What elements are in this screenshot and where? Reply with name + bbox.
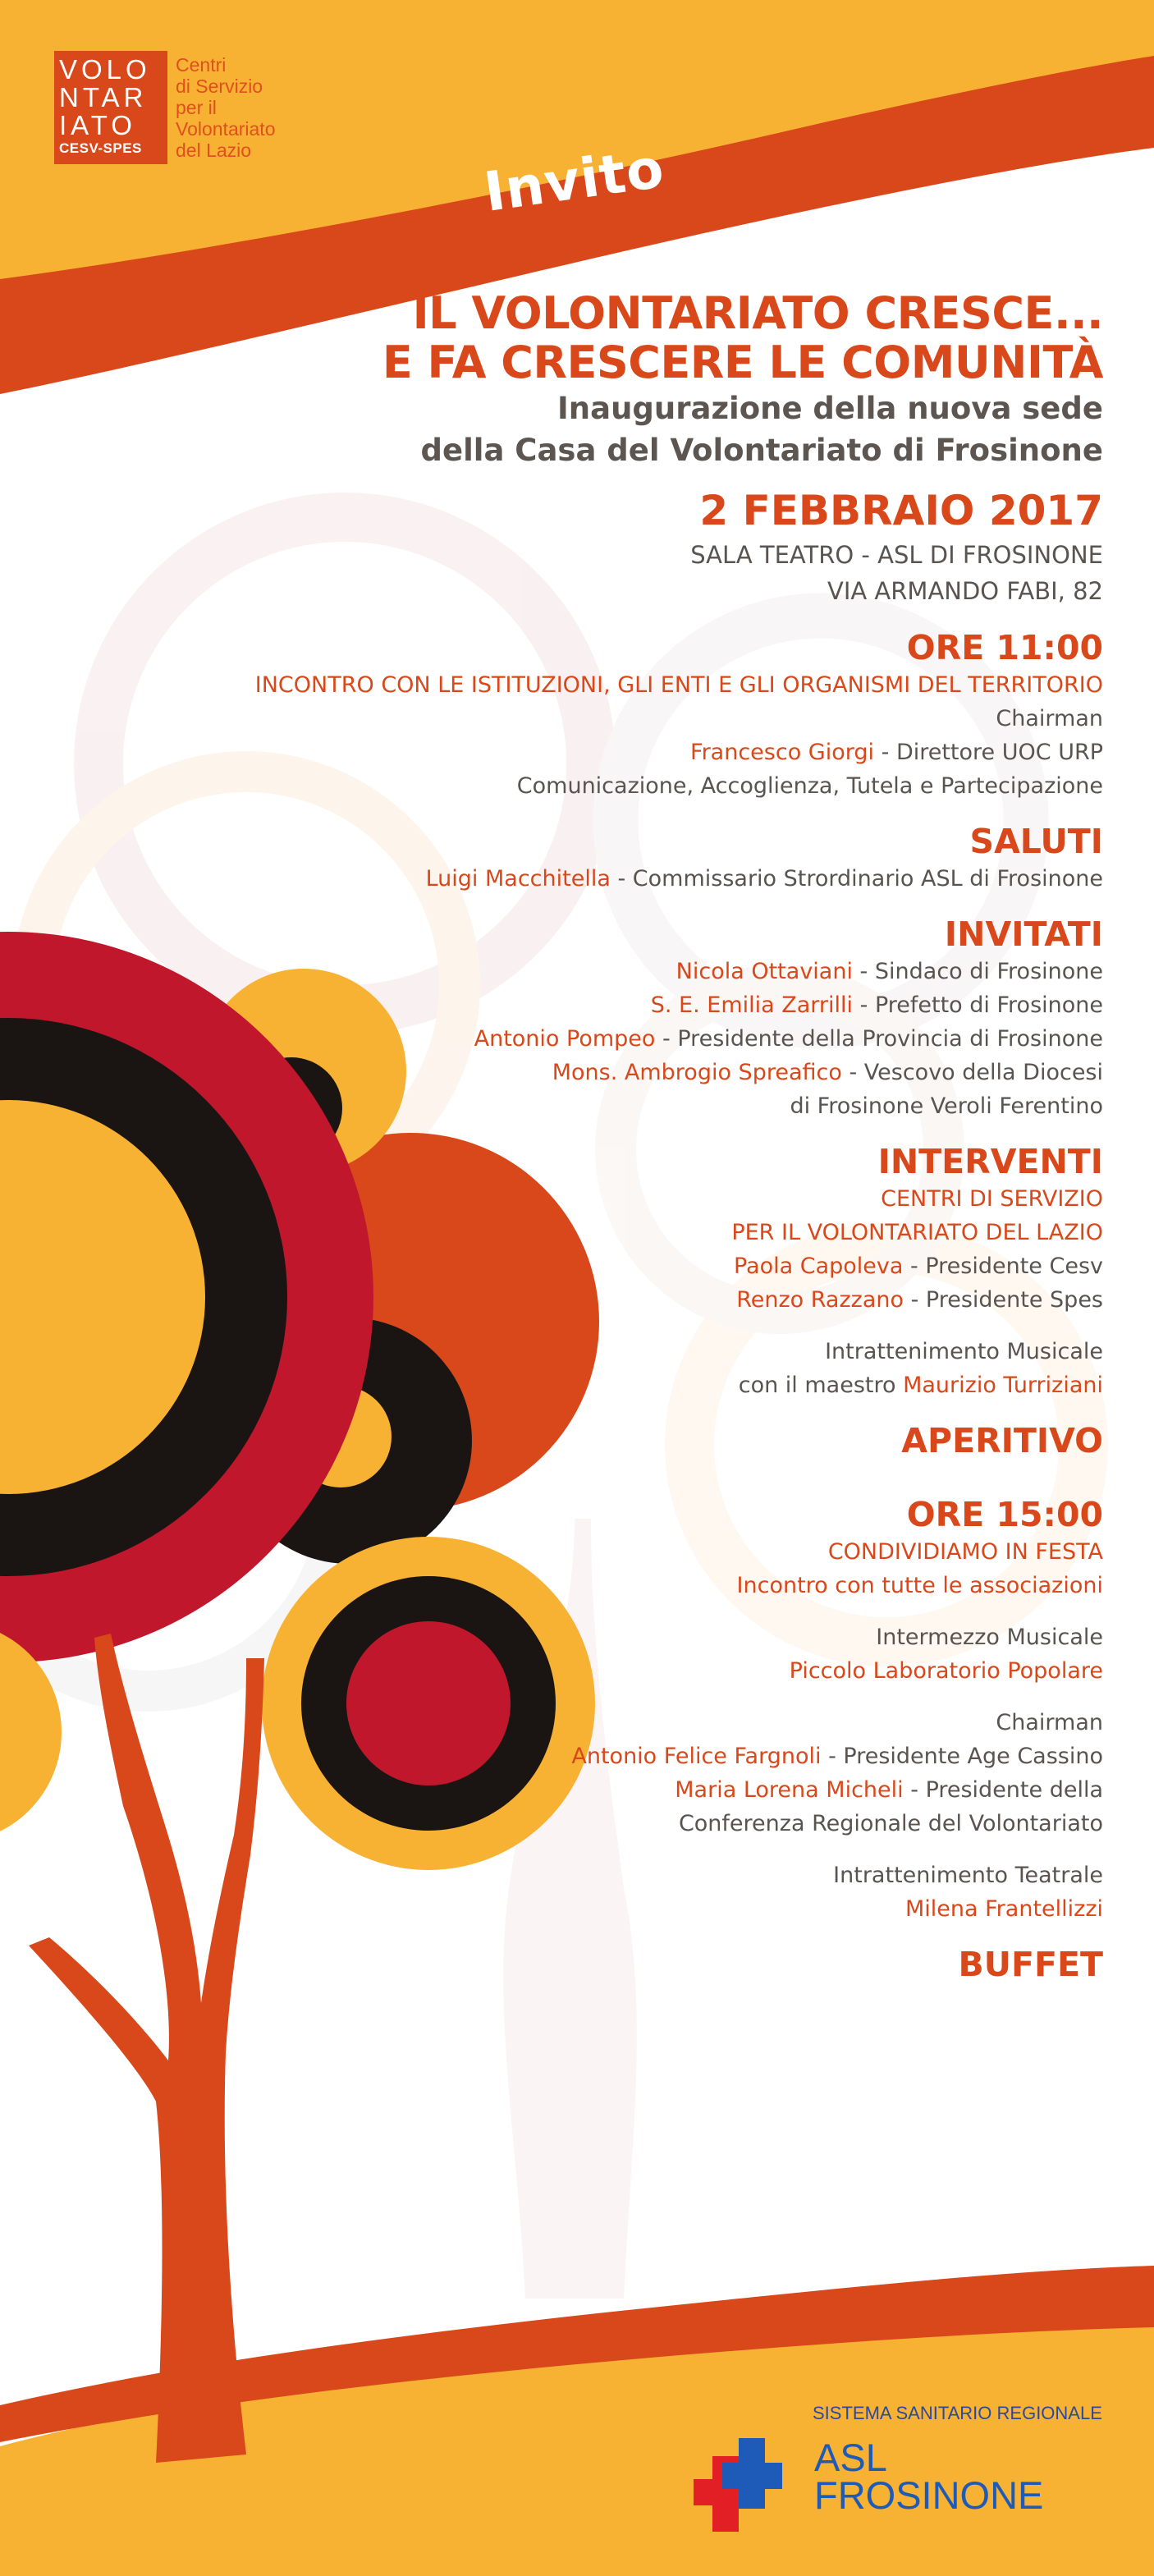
subtitle-line-2: della Casa del Volontariato di Frosinone	[420, 433, 1103, 468]
asl-name-line-2: FROSINONE	[814, 2473, 1044, 2517]
event-venue-1: SALA TEATRO - ASL DI FROSINONE	[690, 541, 1103, 569]
title-line-1: IL VOLONTARIATO CRESCE...	[412, 287, 1103, 339]
music-name: Maurizio Turriziani	[903, 1373, 1103, 1398]
invitati-row	[233, 1056, 1103, 1089]
asl-system-label: SISTEMA SANITARIO REGIONALE	[813, 2403, 1102, 2423]
title-line-2: E FA CRESCERE LE COMUNITÀ	[382, 337, 1103, 388]
interventi-line-2: PER IL VOLONTARIATO DEL LAZIO	[731, 1220, 1103, 1245]
morning-chairman-label: Chairman	[996, 706, 1103, 731]
music-prefix: con il maestro	[738, 1373, 904, 1398]
morning-chairman-role: - Direttore UOC URP	[874, 740, 1103, 765]
logo-caption: CESV-SPES	[59, 140, 142, 156]
logo-text-line: Centri	[176, 54, 227, 76]
morning-chairman-name: Francesco Giorgi	[690, 740, 875, 765]
event-date: 2 FEBBRAIO 2017	[699, 487, 1103, 534]
interventi-name: Renzo Razzano	[736, 1287, 904, 1313]
afternoon-chairman-name: Maria Lorena Micheli	[675, 1777, 904, 1803]
theatre-label: Intrattenimento Teatrale	[833, 1863, 1103, 1888]
afternoon-heading-2: Incontro con tutte le associazioni	[736, 1573, 1103, 1598]
saluti-role: - Commissario Strordinario ASL di Frosinone	[610, 866, 1103, 892]
invitati-row	[233, 1022, 1103, 1056]
invitati-name: Antonio Pompeo	[474, 1026, 656, 1052]
afternoon-chairman-row	[233, 1773, 1103, 1807]
invitati-role: - Prefetto di Frosinone	[853, 992, 1103, 1018]
saluti-heading: SALUTI	[969, 822, 1103, 861]
afternoon-time: ORE 15:00	[906, 1495, 1103, 1534]
afternoon-heading-1: CONDIVIDIAMO IN FESTA	[827, 1539, 1103, 1565]
invitati-role: - Presidente della Provincia di Frosinone	[655, 1026, 1103, 1052]
buffet-heading: BUFFET	[958, 1945, 1103, 1984]
music-label: Intrattenimento Musicale	[825, 1339, 1103, 1364]
interventi-role: - Presidente Cesv	[903, 1254, 1103, 1279]
logo-text-line: Volontariato	[176, 118, 276, 140]
afternoon-continuation: Conferenza Regionale del Volontariato	[678, 1811, 1103, 1836]
logo-text-line: per il	[176, 97, 217, 118]
invitati-name: Mons. Ambrogio Spreafico	[552, 1060, 842, 1085]
afternoon-chairman-name: Antonio Felice Fargnoli	[571, 1744, 822, 1769]
invitati-role: - Sindaco di Frosinone	[852, 959, 1103, 984]
interventi-role: - Presidente Spes	[904, 1287, 1103, 1313]
invitati-name: S. E. Emilia Zarrilli	[650, 992, 854, 1018]
interventi-name: Paola Capoleva	[733, 1254, 904, 1279]
interventi-line-1: CENTRI DI SERVIZIO	[881, 1186, 1103, 1212]
saluti-name: Luigi Macchitella	[425, 866, 611, 892]
invitati-name: Nicola Ottaviani	[675, 959, 853, 984]
theatre-name: Milena Frantellizzi	[904, 1896, 1103, 1922]
asl-name-line-1: ASL	[814, 2436, 887, 2479]
logo-box	[54, 51, 167, 164]
saluti-row	[233, 862, 1103, 896]
afternoon-chairman-role: - Presidente della	[903, 1777, 1103, 1803]
morning-time: ORE 11:00	[906, 628, 1103, 667]
asl-name	[814, 2436, 1044, 2517]
tree-trunk	[29, 1634, 264, 2463]
invito-banner-label: Invito	[480, 136, 668, 224]
afternoon-chairman-label: Chairman	[996, 1710, 1103, 1735]
invitati-heading: INVITATI	[944, 914, 1103, 954]
invitati-role: - Vescovo della Diocesi	[841, 1060, 1103, 1085]
morning-chairman-role-2: Comunicazione, Accoglienza, Tutela e Partecipazione	[516, 773, 1103, 799]
afternoon-chairman-row	[233, 1739, 1103, 1773]
logo-text	[176, 54, 275, 161]
invitati-row	[233, 955, 1103, 988]
invitation-content	[233, 289, 1103, 1985]
afternoon-chairman-role: - Presidente Age Cassino	[821, 1744, 1103, 1769]
music-row	[233, 1368, 1103, 1402]
logo-word-line: VOLO	[59, 54, 151, 85]
interventi-row	[233, 1249, 1103, 1283]
logo-text-line: del Lazio	[176, 140, 252, 161]
interventi-row	[233, 1283, 1103, 1317]
interventi-heading: INTERVENTI	[877, 1142, 1103, 1181]
interlude-name: Piccolo Laboratorio Popolare	[789, 1658, 1103, 1684]
invitati-row	[233, 988, 1103, 1022]
logo-word-line: NTAR	[59, 82, 148, 112]
morning-chairman-row	[233, 736, 1103, 769]
subtitle-line-1: Inaugurazione della nuova sede	[557, 391, 1103, 426]
cesv-spes-logo	[54, 51, 275, 164]
aperitivo-heading: APERITIVO	[901, 1421, 1103, 1460]
interlude-label: Intermezzo Musicale	[876, 1625, 1103, 1650]
morning-heading: INCONTRO CON LE ISTITUZIONI, GLI ENTI E GLI ORGANISMI DEL TERRITORIO	[254, 672, 1103, 698]
event-venue-2: VIA ARMANDO FABI, 82	[827, 577, 1103, 605]
invitati-continuation: di Frosinone Veroli Ferentino	[790, 1093, 1103, 1119]
logo-text-line: di Servizio	[176, 76, 263, 97]
logo-word-line: IATO	[59, 110, 136, 140]
